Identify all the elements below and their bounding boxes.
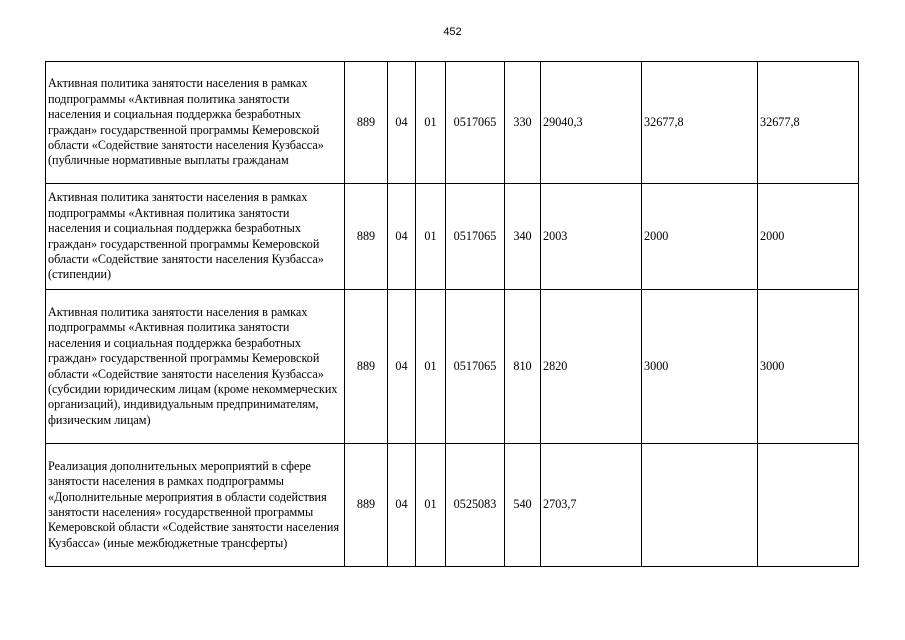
section-code: 04	[388, 290, 416, 444]
section-code: 04	[388, 62, 416, 184]
table-row	[46, 290, 859, 444]
row-description: Активная политика занятости населения в рамках подпрограммы «Активная политика занятости населения и социальная поддержка безработных граждан» государственной программы Кемеровской области «Содействие занятости населения Кузбасса» (стипендии)	[46, 184, 345, 290]
expense-type-code: 540	[505, 444, 541, 567]
target-article-code: 0517065	[446, 184, 505, 290]
subsection-code: 01	[416, 290, 446, 444]
amount-year-3	[758, 444, 859, 567]
table-row	[46, 184, 859, 290]
ministry-code: 889	[345, 184, 388, 290]
amount-year-1: 2820	[541, 290, 642, 444]
subsection-code: 01	[416, 62, 446, 184]
expense-type-code: 810	[505, 290, 541, 444]
amount-year-3: 32677,8	[758, 62, 859, 184]
amount-year-3: 2000	[758, 184, 859, 290]
target-article-code: 0525083	[446, 444, 505, 567]
amount-year-1: 2703,7	[541, 444, 642, 567]
ministry-code: 889	[345, 290, 388, 444]
table-row	[46, 62, 859, 184]
section-code: 04	[388, 184, 416, 290]
budget-table	[45, 61, 859, 567]
amount-year-1: 2003	[541, 184, 642, 290]
ministry-code: 889	[345, 62, 388, 184]
amount-year-2: 3000	[642, 290, 758, 444]
amount-year-1: 29040,3	[541, 62, 642, 184]
page-number: 452	[443, 26, 462, 38]
row-description: Реализация дополнительных мероприятий в сфере занятости населения в рамках подпрограммы «Дополнительные мероприятия в области содействия занятости населения» государственной программы Кемеровской области «Содействие занятости населения Кузбасса» (иные межбюджетные трансферты)	[46, 444, 345, 567]
row-description: Активная политика занятости населения в рамках подпрограммы «Активная политика занятости населения и социальная поддержка безработных граждан» государственной программы Кемеровской области «Содействие занятости населения Кузбасса» (субсидии юридическим лицам (кроме некоммерческих организаций), индивидуальным предпринимателям, физическим лицам)	[46, 290, 345, 444]
section-code: 04	[388, 444, 416, 567]
amount-year-2: 2000	[642, 184, 758, 290]
target-article-code: 0517065	[446, 62, 505, 184]
amount-year-2: 32677,8	[642, 62, 758, 184]
amount-year-2	[642, 444, 758, 567]
subsection-code: 01	[416, 184, 446, 290]
row-description: Активная политика занятости населения в рамках подпрограммы «Активная политика занятости населения и социальная поддержка безработных граждан» государственной программы Кемеровской области «Содействие занятости населения Кузбасса» (публичные нормативные выплаты гражданам	[46, 62, 345, 184]
target-article-code: 0517065	[446, 290, 505, 444]
ministry-code: 889	[345, 444, 388, 567]
subsection-code: 01	[416, 444, 446, 567]
amount-year-3: 3000	[758, 290, 859, 444]
expense-type-code: 330	[505, 62, 541, 184]
table-row	[46, 444, 859, 567]
expense-type-code: 340	[505, 184, 541, 290]
